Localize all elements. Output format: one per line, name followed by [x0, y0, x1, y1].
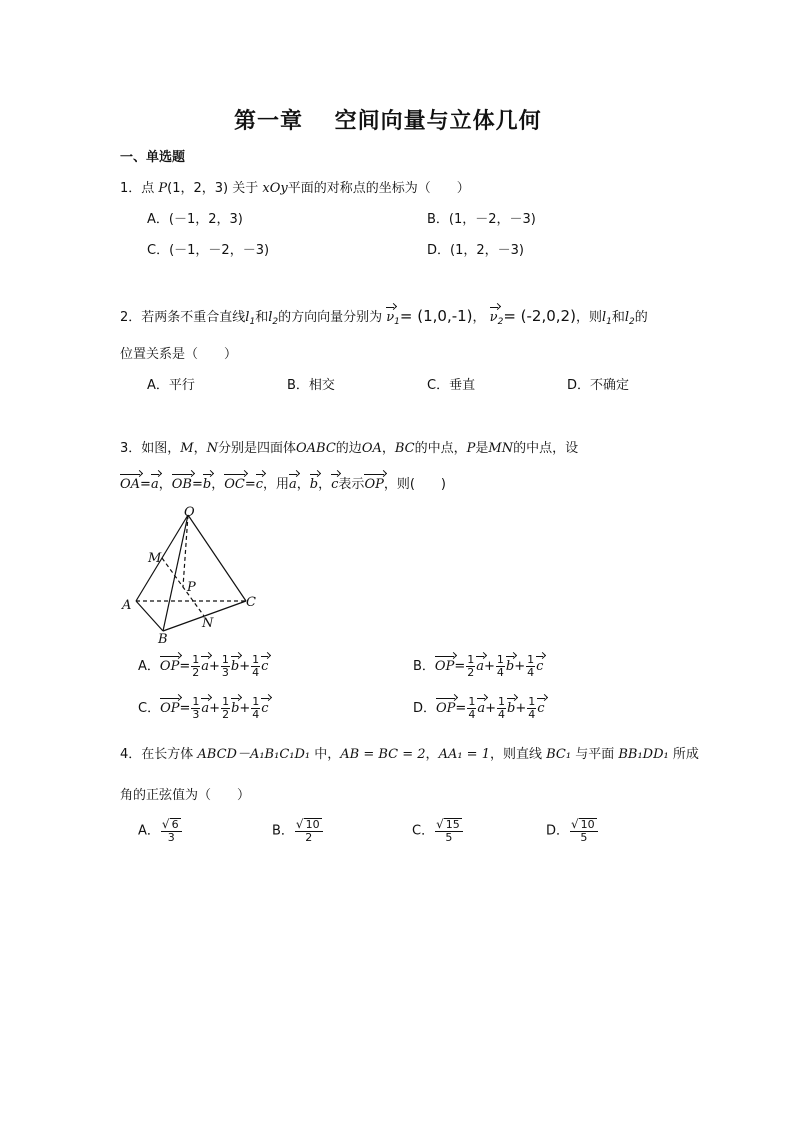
label-b: B	[158, 632, 168, 645]
question-1-option-b: B．(1，－2，－3)	[427, 212, 536, 227]
question-1-option-a: A．(－1，2，3)	[147, 212, 243, 227]
label-o: O	[184, 505, 195, 520]
question-1-stem: 1．点 P(1，2，3) 关于 xOy平面的对称点的坐标为（ ）	[120, 181, 470, 196]
question-3-stem-line2: OA=a，OB=b，OC=c，用a，b，c表示OP，则( )	[120, 477, 446, 492]
question-2-stem: 2．若两条不重合直线$l_1$和$l_2$的方向向量分别为 $\nu_1= (1,0,-1)$， $\nu_2= (-2,0,2)$，则$l_1$和$l_2$的	[120, 307, 648, 327]
label-c: C	[246, 595, 256, 610]
label-a: A	[122, 598, 132, 613]
question-2-option-a: A．平行	[147, 378, 195, 393]
question-3-option-d: D．OP= $\frac{1}{4}$ a+ $\frac{1}{4}$ b+ $\frac{1}{4}$ c	[413, 695, 545, 721]
question-2-option-c: C．垂直	[427, 378, 476, 393]
question-4-option-a: A． $\frac{√ 6}{3}$	[138, 818, 183, 844]
question-3-option-c: C．OP= $\frac{1}{3}$ a+ $\frac{1}{2}$ b+ $\frac{1}{4}$ c	[138, 695, 269, 721]
label-p: P	[187, 580, 196, 595]
question-3-stem: 3．如图，M，N分别是四面体OABC的边OA，BC的中点，P是MN的中点，设	[120, 441, 579, 456]
edge-ab	[136, 601, 163, 631]
question-4-option-c: C． $\frac{√ 15}{5}$	[412, 818, 464, 844]
section-heading: 一、单选题	[120, 150, 186, 165]
question-3-option-a: A．OP= $\frac{1}{2}$ a+ $\frac{1}{3}$ b+ $\frac{1}{4}$ c	[138, 653, 269, 679]
page-title: 第一章 空间向量与立体几何	[234, 109, 542, 134]
question-3-option-b: B．OP= $\frac{1}{2}$ a+ $\frac{1}{4}$ b+ $\frac{1}{4}$ c	[413, 653, 544, 679]
question-4-stem: 4．在长方体 ABCD－A₁B₁C₁D₁ 中，AB = BC = 2，AA₁ = 1，则直线 BC₁ 与平面 BB₁DD₁ 所成	[120, 747, 699, 762]
question-1-option-c: C．(－1，－2，－3)	[147, 243, 270, 258]
label-m: M	[148, 551, 162, 566]
question-2-option-d: D．不确定	[567, 378, 630, 393]
edge-oc	[188, 515, 246, 601]
question-4-option-b: B． $\frac{√ 10}{2}$	[272, 818, 324, 844]
question-4-option-d: D． $\frac{√ 10}{5}$	[546, 818, 599, 844]
question-2-stem-line2: 位置关系是（ ）	[120, 347, 238, 362]
question-4-stem-line2: 角的正弦值为（ ）	[120, 788, 251, 803]
tetrahedron-figure	[118, 505, 268, 645]
label-n: N	[202, 616, 214, 631]
question-2-option-b: B．相交	[287, 378, 335, 393]
question-1-option-d: D．(1，2，－3)	[427, 243, 524, 258]
